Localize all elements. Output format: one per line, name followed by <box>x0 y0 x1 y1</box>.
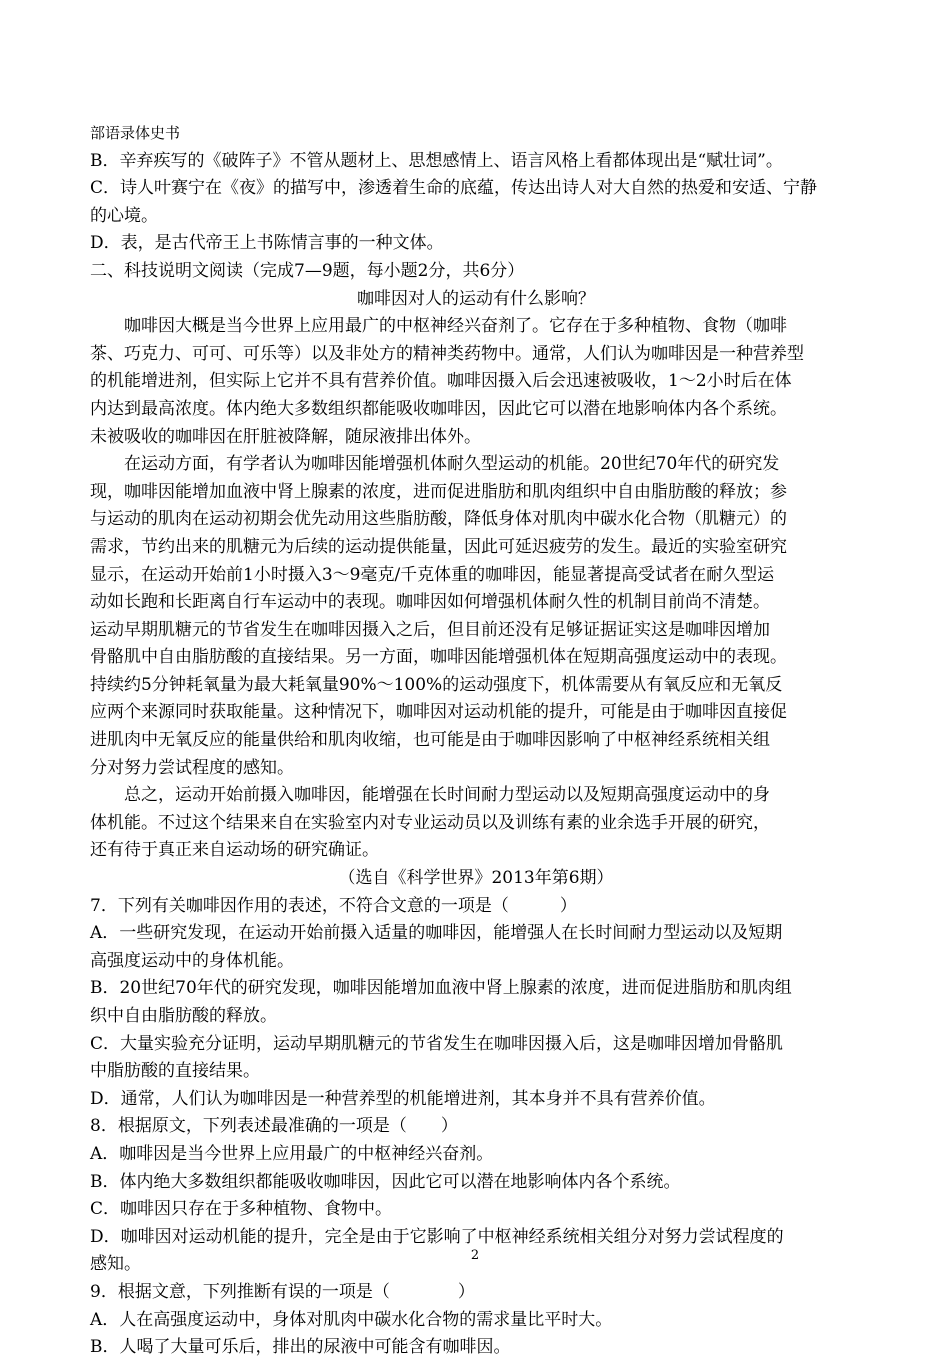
text-line: A．人在高强度运动中，身体对肌肉中碳水化合物的需求量比平时大。 <box>90 1309 613 1330</box>
text-line: 运动早期肌糖元的节省发生在咖啡因摄入之后，但目前还没有足够证据证实这是咖啡因增加 <box>90 619 770 640</box>
text-line: 体机能。不过这个结果来自在实验室内对专业运动员以及训练有素的业余选手开展的研究， <box>90 812 770 833</box>
document-body <box>90 120 862 1362</box>
text-line: （选自《科学世界》2013年第6期） <box>338 868 614 889</box>
text-line: 在运动方面，有学者认为咖啡因能增强机体耐久型运动的机能。20世纪70年代的研究发 <box>124 454 780 475</box>
text-line: 内达到最高浓度。体内绝大多数组织都能吸收咖啡因，因此它可以潜在地影响体内各个系统。 <box>90 398 787 419</box>
text-line: 应两个来源同时获取能量。这种情况下，咖啡因对运动机能的提升，可能是由于咖啡因直接促 <box>90 702 787 723</box>
text-line: 未被吸收的咖啡因在肝脏被降解，随尿液排出体外。 <box>90 426 481 447</box>
text-line: B．20世纪70年代的研究发现，咖啡因能增加血液中肾上腺素的浓度，进而促进脂肪和肌肉组 <box>90 978 792 999</box>
text-line: 还有待于真正来自运动场的研究确证。 <box>90 840 379 861</box>
text-line: 显示，在运动开始前1小时摄入3～9毫克/千克体重的咖啡因，能显著提高受试者在耐久型运 <box>90 564 775 585</box>
text-line: C．咖啡因只存在于多种植物、食物中。 <box>90 1199 393 1220</box>
page-number: 2 <box>470 1248 480 1263</box>
text-line: 中脂肪酸的直接结果。 <box>90 1061 260 1082</box>
text-line: C．大量实验充分证明，运动早期肌糖元的节省发生在咖啡因摄入后，这是咖啡因增加骨骼肌 <box>90 1033 784 1054</box>
text-line: 现，咖啡因能增加血液中肾上腺素的浓度，进而促进脂肪和肌肉组织中自由脂肪酸的释放；参 <box>90 481 787 502</box>
text-line: B．人喝了大量可乐后，排出的尿液中可能含有咖啡因。 <box>90 1337 511 1358</box>
text-line: 茶、巧克力、可可、可乐等）以及非处方的精神类药物中。通常，人们认为咖啡因是一种营养型 <box>90 343 804 364</box>
text-line: 总之，运动开始前摄入咖啡因，能增强在长时间耐力型运动以及短期高强度运动中的身 <box>124 785 770 806</box>
text-line: 与运动的肌肉在运动初期会优先动用这些脂肪酸，降低身体对肌肉中碳水化合物（肌糖元）的 <box>90 509 787 530</box>
text-line: D．表，是古代帝王上书陈情言事的一种文体。 <box>90 233 444 254</box>
text-line: D．咖啡因对运动机能的提升，完全是由于它影响了中枢神经系统相关组分对努力尝试程度的 <box>90 1226 784 1247</box>
text-line: 咖啡因大概是当今世界上应用最广的中枢神经兴奋剂了。它存在于多种植物、食物（咖啡 <box>124 316 787 337</box>
text-line: A．咖啡因是当今世界上应用最广的中枢神经兴奋剂。 <box>90 1143 494 1164</box>
text-line: 咖啡因对人的运动有什么影响？ <box>357 288 595 309</box>
text-line: B．辛弃疾写的《破阵子》不管从题材上、思想感情上、语言风格上看都体现出是“赋壮词”。 <box>90 150 783 171</box>
text-line: 7．下列有关咖啡因作用的表述，不符合文意的一项是（ ） <box>90 895 577 916</box>
text-line: 的心境。 <box>90 205 158 226</box>
text-line: 高强度运动中的身体机能。 <box>90 950 294 971</box>
text-line: 感知。 <box>90 1254 141 1275</box>
text-line: 需求，节约出来的肌糖元为后续的运动提供能量，因此可延迟疲劳的发生。最近的实验室研究 <box>90 536 787 557</box>
text-line: 织中自由脂肪酸的释放。 <box>90 1006 277 1026</box>
text-line: 部语录体史书 <box>90 124 181 142</box>
text-line: C．诗人叶赛宁在《夜》的描写中，渗透着生命的底蕴，传达出诗人对大自然的热爱和安适、宁静 <box>90 178 818 199</box>
text-line: B．体内绝大多数组织都能吸收咖啡因，因此它可以潜在地影响体内各个系统。 <box>90 1171 681 1192</box>
text-line: 分对努力尝试程度的感知。 <box>90 757 294 778</box>
text-line: A．一些研究发现，在运动开始前摄入适量的咖啡因，能增强人在长时间耐力型运动以及短期 <box>90 923 783 944</box>
text-line: 二、科技说明文阅读（完成7—9题，每小题2分，共6分） <box>90 260 525 281</box>
text-line: 的机能增进剂，但实际上它并不具有营养价值。咖啡因摄入后会迅速被吸收，1～2小时后在体 <box>90 371 792 392</box>
text-line: D．通常，人们认为咖啡因是一种营养型的机能增进剂，其本身并不具有营养价值。 <box>90 1088 716 1109</box>
text-line: 进肌肉中无氧反应的能量供给和肌肉收缩，也可能是由于咖啡因影响了中枢神经系统相关组 <box>90 730 770 751</box>
text-line: 骨骼肌中自由脂肪酸的直接结果。另一方面，咖啡因能增强机体在短期高强度运动中的表现。 <box>90 647 787 668</box>
text-line: 动如长跑和长距离自行车运动中的表现。咖啡因如何增强机体耐久性的机制目前尚不清楚。 <box>90 592 770 613</box>
text-line: 持续约5分钟耗氧量为最大耗氧量90%～100%的运动强度下，机体需要从有氧反应和无氧反 <box>90 674 783 695</box>
text-line: 8．根据原文，下列表述最准确的一项是（ ） <box>90 1116 458 1137</box>
text-line: 9．根据文意，下列推断有误的一项是（ ） <box>90 1281 475 1302</box>
